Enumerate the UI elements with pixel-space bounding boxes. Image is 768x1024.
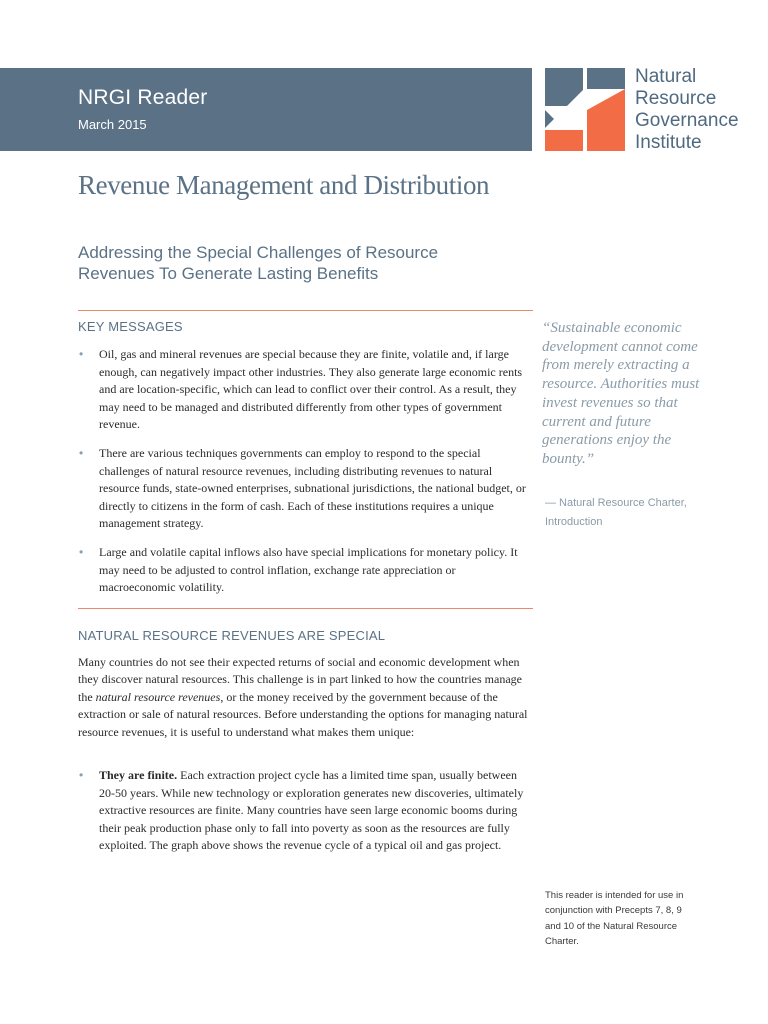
bullet-icon: • xyxy=(79,445,84,460)
logo-line: Governance xyxy=(635,110,739,131)
logo-line: Institute xyxy=(635,132,702,153)
list-item xyxy=(78,544,533,597)
special-list xyxy=(78,767,533,855)
document-subtitle: Addressing the Special Challenges of Resource Revenues To Generate Lasting Benefits xyxy=(78,243,439,283)
bullet-icon: • xyxy=(79,347,84,361)
intro-paragraph xyxy=(78,654,533,741)
logo-line: Resource xyxy=(635,88,717,109)
list-item xyxy=(78,445,533,533)
publication-date: March 2015 xyxy=(78,117,147,132)
key-messages-list xyxy=(78,346,533,597)
nrgi-logo-mark-icon xyxy=(545,68,625,151)
side-note: This reader is intended for use in conjunction with Precepts 7, 8, 9 and 10 of the Natural Resource Charter. xyxy=(545,890,684,948)
bullet-text: Each extraction project cycle has a limited time span, usually between 20-50 years. While new technology or exploration generates new discoveries, ultimately extractive resources are finite. Many countries have seen large economic booms during their peak production phase only to fall into poverty as soon as the resources are fully exploited. The graph above shows the revenue cycle of a typical oil and gas project. xyxy=(99,768,524,853)
list-item xyxy=(78,346,533,434)
section-divider xyxy=(78,608,533,609)
special-section-heading: NATURAL RESOURCE REVENUES ARE SPECIAL xyxy=(78,628,386,643)
list-item xyxy=(78,767,533,855)
key-message-text: Large and volatile capital inflows also have special implications for monetary policy. It may need to be adjusted to control inflation, exchange rate appreciation or macroeconomic volatility. xyxy=(99,544,518,595)
bullet-icon: • xyxy=(79,768,84,782)
intro-emphasis: natural resource revenues xyxy=(95,689,221,704)
section-divider xyxy=(78,310,533,311)
document-title: Revenue Management and Distribution xyxy=(78,170,490,200)
key-message-text: There are various techniques governments can employ to respond to the special challenges of natural resource revenues, including distributing revenues to natural resource funds, state-owned enterprises, subnational jurisdictions, the national budget, or directly to citizens in the form of cash. Each of these institutions requires a unique management strategy. xyxy=(99,445,526,531)
intro-text: , or the money received by the government because of the extraction or sale of natural resources. Before understanding the options for managing natural resource revenues, it is useful to understand what makes them unique: xyxy=(78,689,528,739)
nrgi-logo-text xyxy=(635,66,765,154)
logo-line: Natural xyxy=(635,66,697,87)
intro-text: Many countries do not see their expected returns of social and economic development when they discover natural resources. This challenge is in part linked to how the countries manage the xyxy=(78,655,522,704)
quote-citation: — Natural Resource Charter, Introduction xyxy=(545,497,687,528)
pull-quote: “Sustainable economic development cannot come from merely extracting a resource. Authorities must invest revenues so that current and future generations enjoy the bounty.” xyxy=(542,320,700,467)
key-messages-heading: KEY MESSAGES xyxy=(78,319,183,334)
reader-title: NRGI Reader xyxy=(78,86,208,109)
key-message-text: Oil, gas and mineral revenues are special because they are finite, volatile and, if large enough, can negatively impact other industries. They also generate large economic rents and are location-specific, which can lead to conflict over their control. As a result, they may need to be managed and distributed differently from other types of government revenue. xyxy=(99,347,523,432)
bullet-icon: • xyxy=(79,544,84,559)
bullet-lead: They are finite. xyxy=(99,768,178,782)
